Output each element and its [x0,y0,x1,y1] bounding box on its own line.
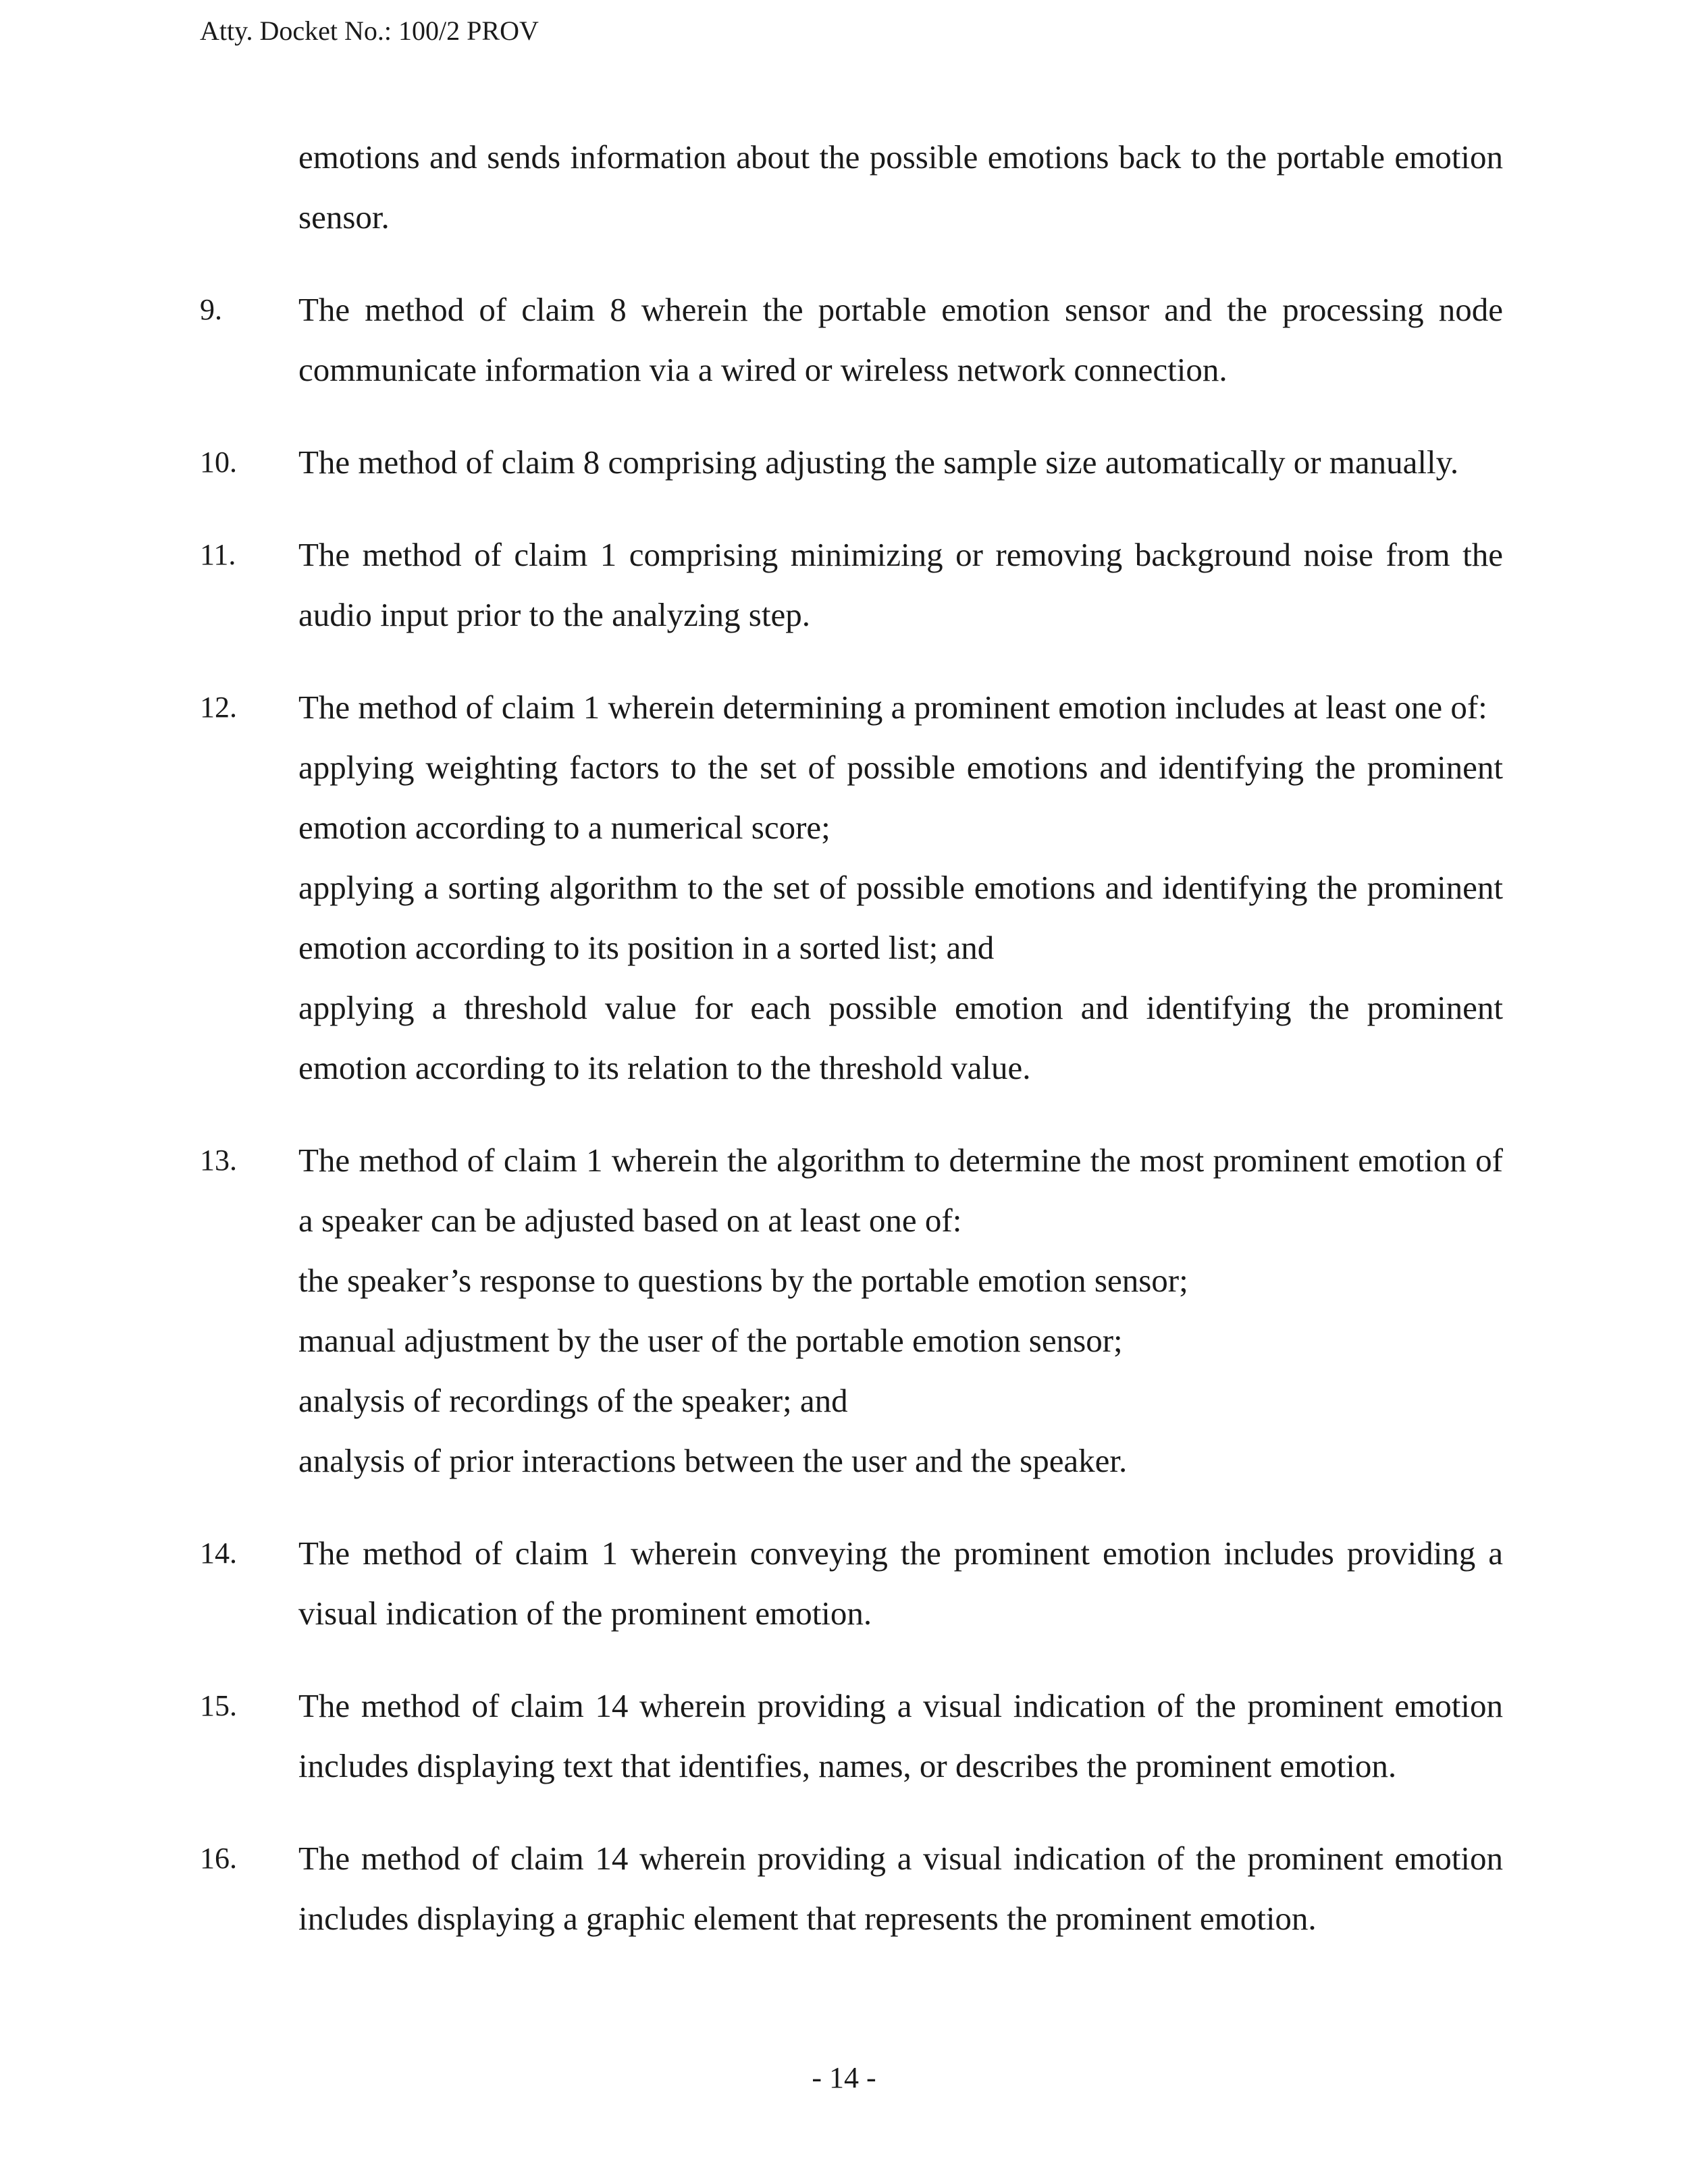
claim-paragraph: The method of claim 8 comprising adjusting the sample size automatically or manually. [298,444,1459,481]
claim-paragraph: The method of claim 1 wherein determining a prominent emotion includes at least one of: [298,689,1487,726]
claim-paragraph: The method of claim 14 wherein providing a visual indication of the prominent emotion includes displaying a graphic element that represents the prominent emotion. [298,1840,1503,1937]
claim-paragraph: The method of claim 14 wherein providing a visual indication of the prominent emotion includes displaying text that identifies, names, or describes the prominent emotion. [298,1687,1503,1784]
claim-paragraph: The method of claim 1 comprising minimizing or removing background noise from the audio input prior to the analyzing step. [298,536,1503,633]
claim-subparagraph: applying a sorting algorithm to the set of possible emotions and identifying the prominent emotion according to its position in a sorted list; and [298,869,1503,966]
claim-number: 13. [200,1144,237,1177]
claims-body [200,127,1503,1948]
claim-15 [200,1676,1503,1796]
claim-subparagraph: the speaker’s response to questions by the portable emotion sensor; [298,1262,1188,1299]
continuation-text [200,127,1503,247]
claim-12 [200,677,1503,1098]
page-number: - 14 - [812,2061,876,2094]
claim-14 [200,1523,1503,1643]
claim-subparagraph: applying a threshold value for each possible emotion and identifying the prominent emotion according to its relation to the threshold value. [298,989,1503,1086]
claim-number: 14. [200,1537,237,1570]
claim-subparagraph: analysis of recordings of the speaker; and [298,1382,848,1419]
claim-subparagraph: analysis of prior interactions between the user and the speaker. [298,1442,1128,1479]
claim-subparagraph: manual adjustment by the user of the portable emotion sensor; [298,1322,1123,1359]
claim-9 [200,279,1503,400]
claim-16 [200,1828,1503,1948]
claim-number: 9. [200,293,222,326]
claim-number: 16. [200,1842,237,1875]
claim-paragraph: The method of claim 1 wherein conveying the prominent emotion includes providing a visual indication of the prominent emotion. [298,1535,1503,1632]
claim-number: 15. [200,1689,237,1722]
claim-number: 11. [200,538,236,571]
claim-10 [200,432,1503,492]
continuation-paragraph: emotions and sends information about the possible emotions back to the portable emotion sensor. [298,138,1503,236]
claim-13 [200,1130,1503,1491]
claim-subparagraph: applying weighting factors to the set of possible emotions and identifying the prominent emotion according to a numerical score; [298,749,1503,846]
docket-header: Atty. Docket No.: 100/2 PROV [200,16,539,46]
claim-paragraph: The method of claim 8 wherein the portable emotion sensor and the processing node communicate information via a wired or wireless network connection. [298,291,1503,388]
claim-number: 10. [200,446,237,479]
claim-paragraph: The method of claim 1 wherein the algorithm to determine the most prominent emotion of a speaker can be adjusted based on at least one of: [298,1142,1503,1239]
claim-number: 12. [200,691,237,724]
claim-11 [200,525,1503,645]
